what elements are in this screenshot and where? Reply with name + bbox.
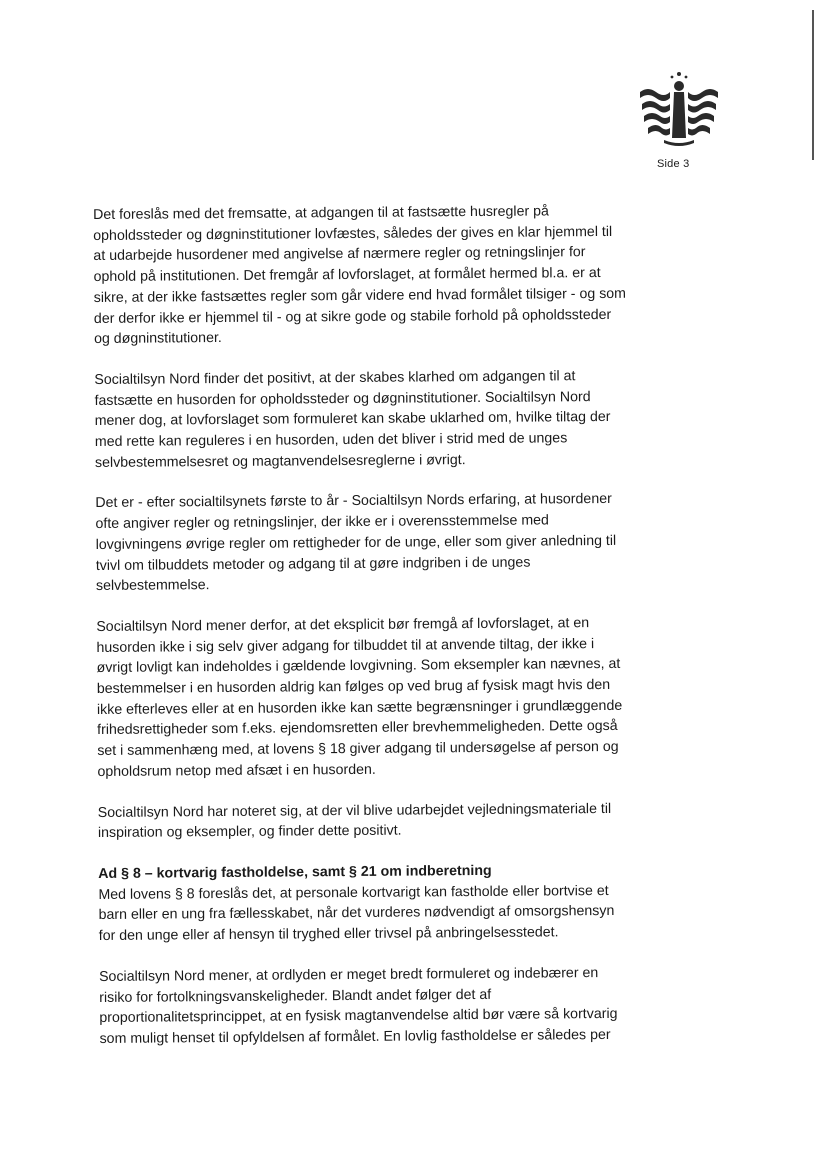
text-line: ikke efterleves eller at en husorden ikke kan sætte begrænsninger i grundlæggende (96, 697, 623, 718)
paragraph (98, 798, 658, 844)
text-line: med rette kan reguleres i en husorden, uden det bliver i strid med de unges (94, 430, 568, 451)
paragraph (96, 613, 657, 783)
paragraph (94, 366, 655, 474)
text-line: ofte angiver regler og retningslinjer, der ikke er i overensstemmelse med (95, 512, 549, 533)
paragraph (99, 962, 660, 1049)
text-line: Socialtilsyn Nord mener derfor, at det eksplicit bør fremgå af lovforslaget, at en (96, 615, 590, 635)
text-line: Socialtilsyn Nord finder det positivt, at der skabes klarhed om adgangen til at (94, 368, 576, 388)
text-line: proportionalitetsprincippet, at en fysisk magtanvendelse altid bør være så kortvarig (99, 1006, 618, 1027)
text-line: husorden ikke i sig selv giver adgang for tilbuddet til at anvende tiltag, der ikke i (96, 635, 595, 656)
text-line: Det foreslås med det fremsatte, at adgangen til at fastsætte husregler på (93, 203, 549, 223)
text-line: som muligt henset til opfyldelsen af formålet. En lovlig fastholdelse er således per (99, 1026, 611, 1047)
paragraph (95, 489, 656, 597)
text-line: set i sammenhæng med, at lovens § 18 giver adgang til undersøgelse af person og (97, 739, 619, 760)
text-line: fastsætte en husorden for opholdssteder og døgninstitutioner. Socialtilsyn Nord (94, 388, 591, 409)
text-line: Socialtilsyn Nord mener, at ordlyden er meget bredt formuleret og indebærer en (98, 964, 599, 985)
text-line: Socialtilsyn Nord har noteret sig, at der vil blive udarbejdet vejledningsmateriale til (97, 800, 612, 821)
text-line: selvbestemmelse. (95, 577, 210, 595)
section-heading: Ad § 8 – kortvarig fastholdelse, samt § 21 om indberetning (98, 862, 492, 882)
text-line: lovgivningens øvrige regler om rettigheder for de unge, eller som giver anledning til (95, 532, 617, 553)
document-body (93, 201, 660, 1070)
text-line: risiko for fortolkningsvanskeligheder. Blandt andet følger det af (99, 986, 492, 1006)
text-line: selvbestemmelsesret og magtanvendelsesreglerne i øvrigt. (94, 451, 466, 471)
paragraph (93, 201, 654, 350)
text-line: opholdssteder og døgninstitutioner lovfæstes, således der gives en klar hjemmel til (93, 223, 613, 244)
text-line: inspiration og eksempler, og finder dette positivt. (97, 822, 402, 842)
text-line: øvrigt lovligt kan indeholdes i gældende lovgivning. Som eksempler kan nævnes, at (96, 656, 621, 677)
text-line: og døgninstitutioner. (93, 330, 222, 348)
text-line: at udarbejde husordener med angivelse af nærmere regler og retningslinjer for (93, 244, 586, 265)
page-number: Side 3 (657, 158, 690, 170)
section (98, 860, 659, 1050)
paragraph (98, 880, 658, 947)
text-line: barn eller en ung fra fællesskabet, når det vurderes nødvendigt af omsorgshensyn (98, 903, 615, 924)
text-line: ophold på institutionen. Det fremgår af lovforslaget, at formålet hermed bl.a. er at (93, 265, 601, 286)
text-line: der derfor ikke er hjemmel til - og at sikre gode og stabile forhold på opholdssteder (93, 306, 612, 327)
text-line: Det er - efter socialtilsynets første to år - Socialtilsyn Nords erfaring, at husordener (95, 491, 612, 512)
text-line: bestemmelser i en husorden aldrig kan følges op ved brug af fysisk magt hvis den (96, 677, 611, 698)
text-line: tvivl om tilbuddets metoder og adgang til at gøre indgriben i de unges (95, 554, 531, 574)
text-line: sikre, at der ikke fastsættes regler som går videre end hvad formålet tilsiger - og som (93, 285, 627, 306)
text-line: Med lovens § 8 foreslås det, at personale kortvarigt kan fastholde eller bortvise et (98, 882, 609, 903)
scan-edge-line (812, 10, 814, 160)
text-line: mener dog, at lovforslaget som formuleret kan skabe uklarhed om, hvilke tiltag der (94, 409, 611, 430)
municipality-crest-icon (634, 68, 724, 148)
text-line: for den unge eller af hensyn til tryghed eller trivsel på anbringelsesstedet. (98, 924, 559, 945)
text-line: opholdsrum netop med afsæt i en husorden. (97, 761, 376, 780)
text-line: frihedsrettigheder som f.eks. ejendomsretten eller brevhemmeligheden. Dette også (97, 718, 618, 739)
